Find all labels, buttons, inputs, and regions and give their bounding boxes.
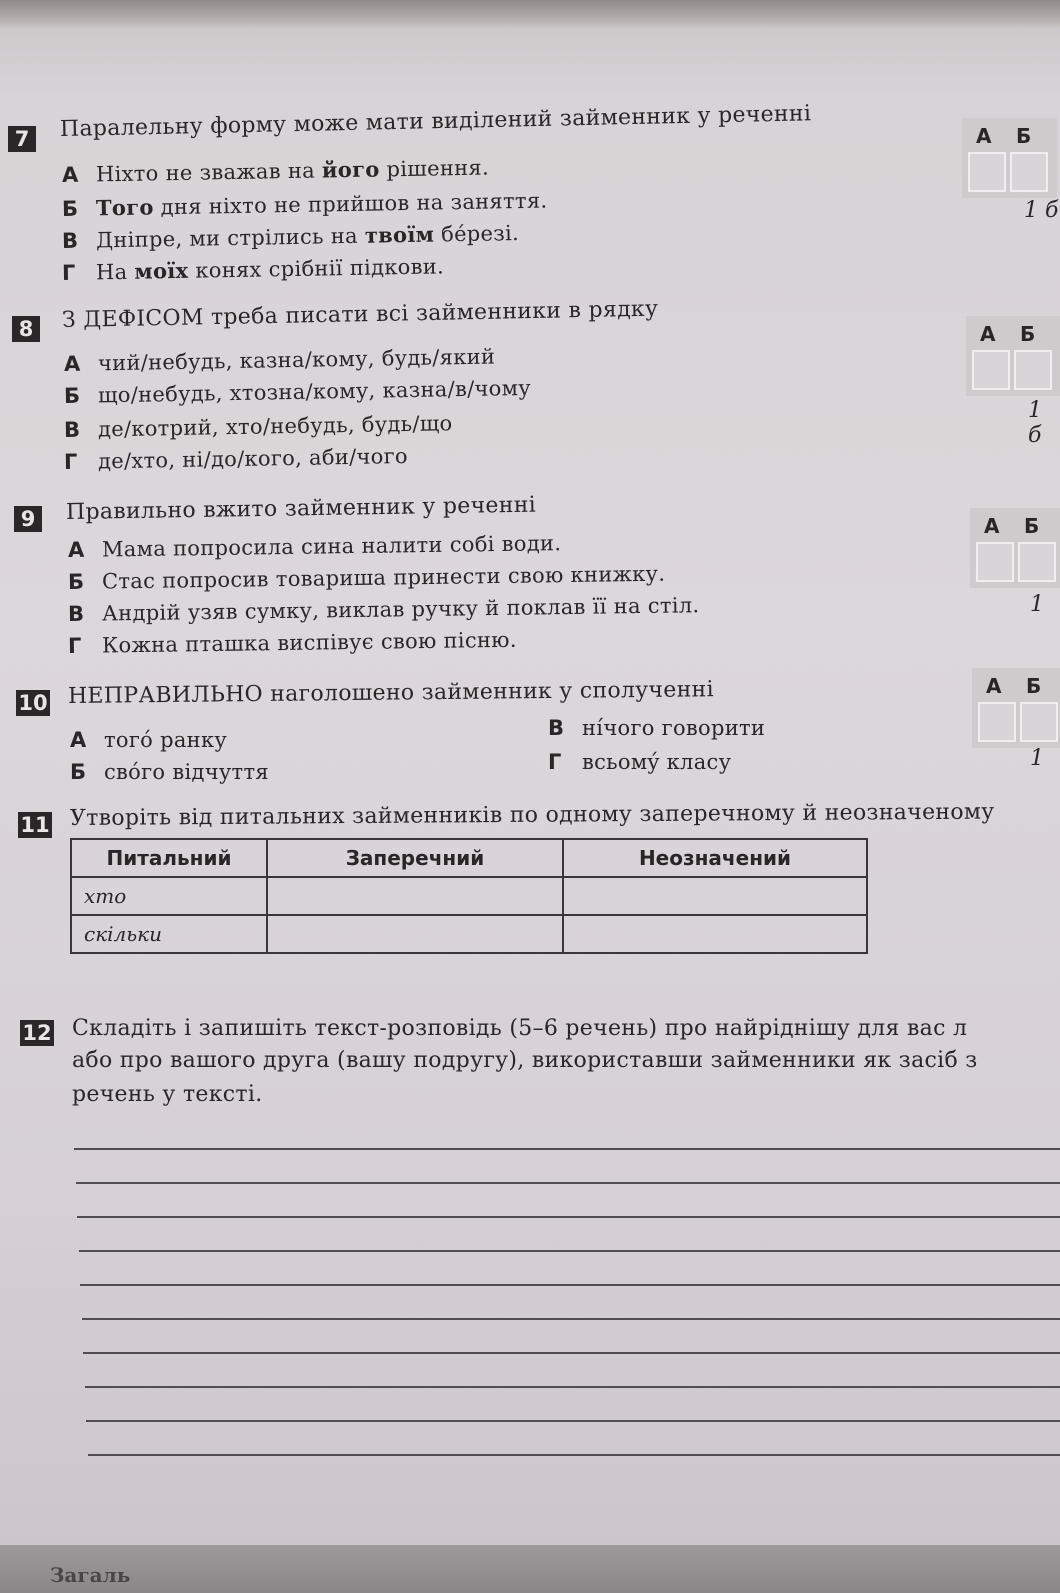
question-text: Паралельну форму може мати виділений займенник у реченні	[59, 101, 812, 142]
table-header: Заперечний	[267, 839, 563, 877]
page-bottom-edge	[0, 1545, 1060, 1593]
table-row	[71, 915, 867, 953]
table-cell-input[interactable]	[267, 877, 563, 915]
answer-grid: А Б	[962, 118, 1057, 198]
option-b[interactable]: Б що/небудь, хтозна/кому, казна/в/чому	[63, 375, 532, 408]
answer-grid: А Б	[966, 316, 1060, 396]
writing-line[interactable]	[88, 1454, 1060, 1456]
task-number: 10	[16, 690, 50, 716]
option-d[interactable]: Г Кожна пташка виспівує свою пісню.	[67, 627, 517, 658]
option-a[interactable]: А Ніхто не зважав на його рішення.	[61, 155, 490, 187]
writing-line[interactable]	[79, 1250, 1060, 1252]
question-text-line-1: Складіть і запишіть текст-розповідь (5–6 речень) про найріднішу для вас л	[72, 1016, 968, 1041]
answer-cell-b[interactable]	[1010, 152, 1048, 192]
table-cell: хто	[71, 877, 267, 915]
option-d[interactable]: Г На моїх конях срібнії підкови.	[61, 254, 445, 285]
points: 1 б	[1024, 198, 1059, 223]
question-text-line-2: або про вашого друга (вашу подругу), використавши займенники як засіб з	[72, 1048, 978, 1073]
question-text-line-3: речень у тексті.	[72, 1082, 263, 1107]
table-cell: скільки	[71, 915, 267, 953]
points: 1	[1030, 592, 1044, 617]
task-number: 8	[12, 316, 40, 342]
question-text: Правильно вжито займенник у реченні	[65, 492, 537, 525]
writing-line[interactable]	[76, 1182, 1060, 1184]
writing-line[interactable]	[86, 1420, 1060, 1422]
points: 1 б	[1028, 398, 1042, 448]
writing-line[interactable]	[77, 1216, 1060, 1218]
answer-grid: А Б	[970, 508, 1060, 588]
option-b[interactable]: Б Того дня ніхто не прийшов на заняття.	[61, 188, 548, 221]
answer-cell-b[interactable]	[1018, 542, 1056, 582]
points: 1	[1030, 746, 1044, 771]
option-d[interactable]: Г де/хто, ні/до/кого, аби/чого	[63, 443, 409, 474]
task-number: 9	[14, 506, 42, 532]
option-a[interactable]: А тогó ранку	[70, 728, 228, 752]
table-row	[71, 877, 867, 915]
writing-line[interactable]	[80, 1284, 1060, 1286]
option-c[interactable]: В Андрій узяв сумку, виклав ручку й поклав її на стіл.	[67, 593, 700, 626]
answer-cell-a[interactable]	[978, 702, 1016, 742]
option-a[interactable]: А чий/небудь, казна/кому, будь/який	[63, 344, 496, 376]
table-header: Питальний	[71, 839, 267, 877]
footer-text: Загаль	[50, 1563, 131, 1587]
task-number: 11	[18, 812, 52, 838]
answer-cell-a[interactable]	[976, 542, 1014, 582]
table-cell-input[interactable]	[563, 877, 867, 915]
answer-cell-a[interactable]	[972, 350, 1010, 390]
table-header-row	[71, 839, 867, 877]
table-header: Неозначений	[563, 839, 867, 877]
answer-cell-b[interactable]	[1020, 702, 1058, 742]
answer-cell-b[interactable]	[1014, 350, 1052, 390]
writing-line[interactable]	[85, 1386, 1060, 1388]
option-c[interactable]: В Дніпре, ми стрілись на твоїм бéрезі.	[61, 221, 520, 253]
option-c[interactable]: В нíчого говорити	[548, 716, 766, 740]
option-b[interactable]: Б Стас попросив товариша принести свою книжку.	[67, 561, 666, 594]
option-b[interactable]: Б свóго відчуття	[70, 760, 269, 784]
writing-line[interactable]	[82, 1318, 1060, 1320]
writing-line[interactable]	[74, 1148, 1060, 1150]
task-number: 12	[20, 1020, 54, 1046]
table-cell-input[interactable]	[267, 915, 563, 953]
question-text: Утворіть від питальних займенників по одному заперечному й неозначеному	[69, 799, 995, 831]
table-cell-input[interactable]	[563, 915, 867, 953]
pronoun-table	[70, 838, 868, 954]
answer-grid: А Б	[972, 668, 1060, 748]
answer-cell-a[interactable]	[968, 152, 1006, 192]
page-top-edge	[0, 0, 1060, 30]
option-a[interactable]: А Мама попросила сина налити собі води.	[67, 531, 562, 562]
writing-line[interactable]	[83, 1352, 1060, 1354]
task-number: 7	[8, 126, 36, 152]
option-c[interactable]: В де/котрий, хто/небудь, будь/що	[63, 411, 453, 442]
option-d[interactable]: Г всьомý класу	[548, 750, 732, 774]
question-text: НЕПРАВИЛЬНО наголошено займенник у сполученні	[67, 677, 715, 709]
question-text: З ДЕФІСОМ треба писати всі займенники в рядку	[61, 296, 659, 333]
